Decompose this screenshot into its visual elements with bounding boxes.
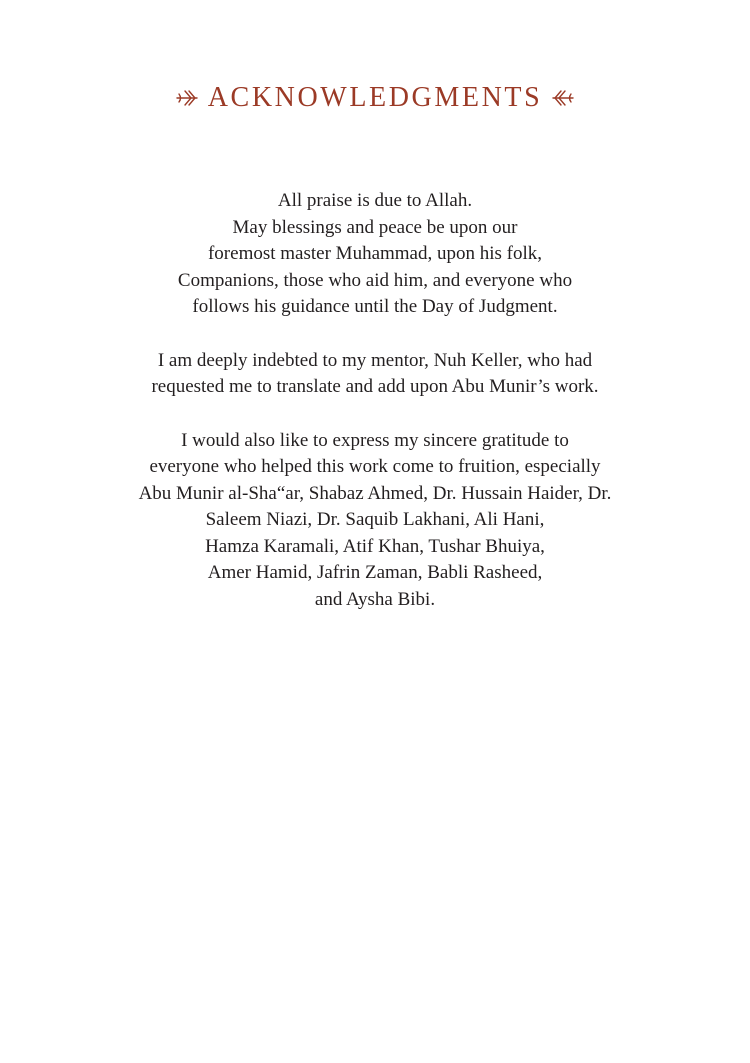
text-line: I am deeply indebted to my mentor, Nuh Keller, who had xyxy=(157,349,593,371)
text-line: follows his guidance until the Day of Judgment. xyxy=(192,296,558,317)
text-line: and Aysha Bibi. xyxy=(314,588,436,610)
text-line: I would also like to express my sincere gratitude to xyxy=(181,429,569,451)
text-line: Companions, those who aid him, and everyone who xyxy=(177,269,573,291)
fleuron-arrow-right-icon xyxy=(176,88,198,108)
text-line: everyone who helped this work come to fruition, especially xyxy=(149,456,601,477)
text-line: Hamza Karamali, Atif Khan, Tushar Bhuiya, xyxy=(205,535,545,557)
page-heading xyxy=(0,78,750,118)
text-line: All praise is due to Allah. xyxy=(277,190,473,211)
acknowledgments-body xyxy=(80,188,670,640)
paragraph-gratitude xyxy=(80,428,670,614)
text-line: requested me to translate and add upon Abu Munir’s work. xyxy=(151,376,599,397)
paragraph-mentor xyxy=(80,348,670,401)
page-title: ACKNOWLEDGMENTS xyxy=(207,82,543,113)
text-line: Saleem Niazi, Dr. Saquib Lakhani, Ali Hani, xyxy=(205,509,545,530)
text-line: foremost master Muhammad, upon his folk, xyxy=(207,243,543,264)
fleuron-arrow-left-icon xyxy=(552,88,574,108)
paragraph-praise xyxy=(80,188,670,321)
text-line: Abu Munir al-Sha“ar, Shabaz Ahmed, Dr. Hussain Haider, Dr. xyxy=(138,482,612,504)
text-line: Amer Hamid, Jafrin Zaman, Babli Rasheed, xyxy=(207,562,543,583)
text-line: May blessings and peace be upon our xyxy=(232,216,518,238)
